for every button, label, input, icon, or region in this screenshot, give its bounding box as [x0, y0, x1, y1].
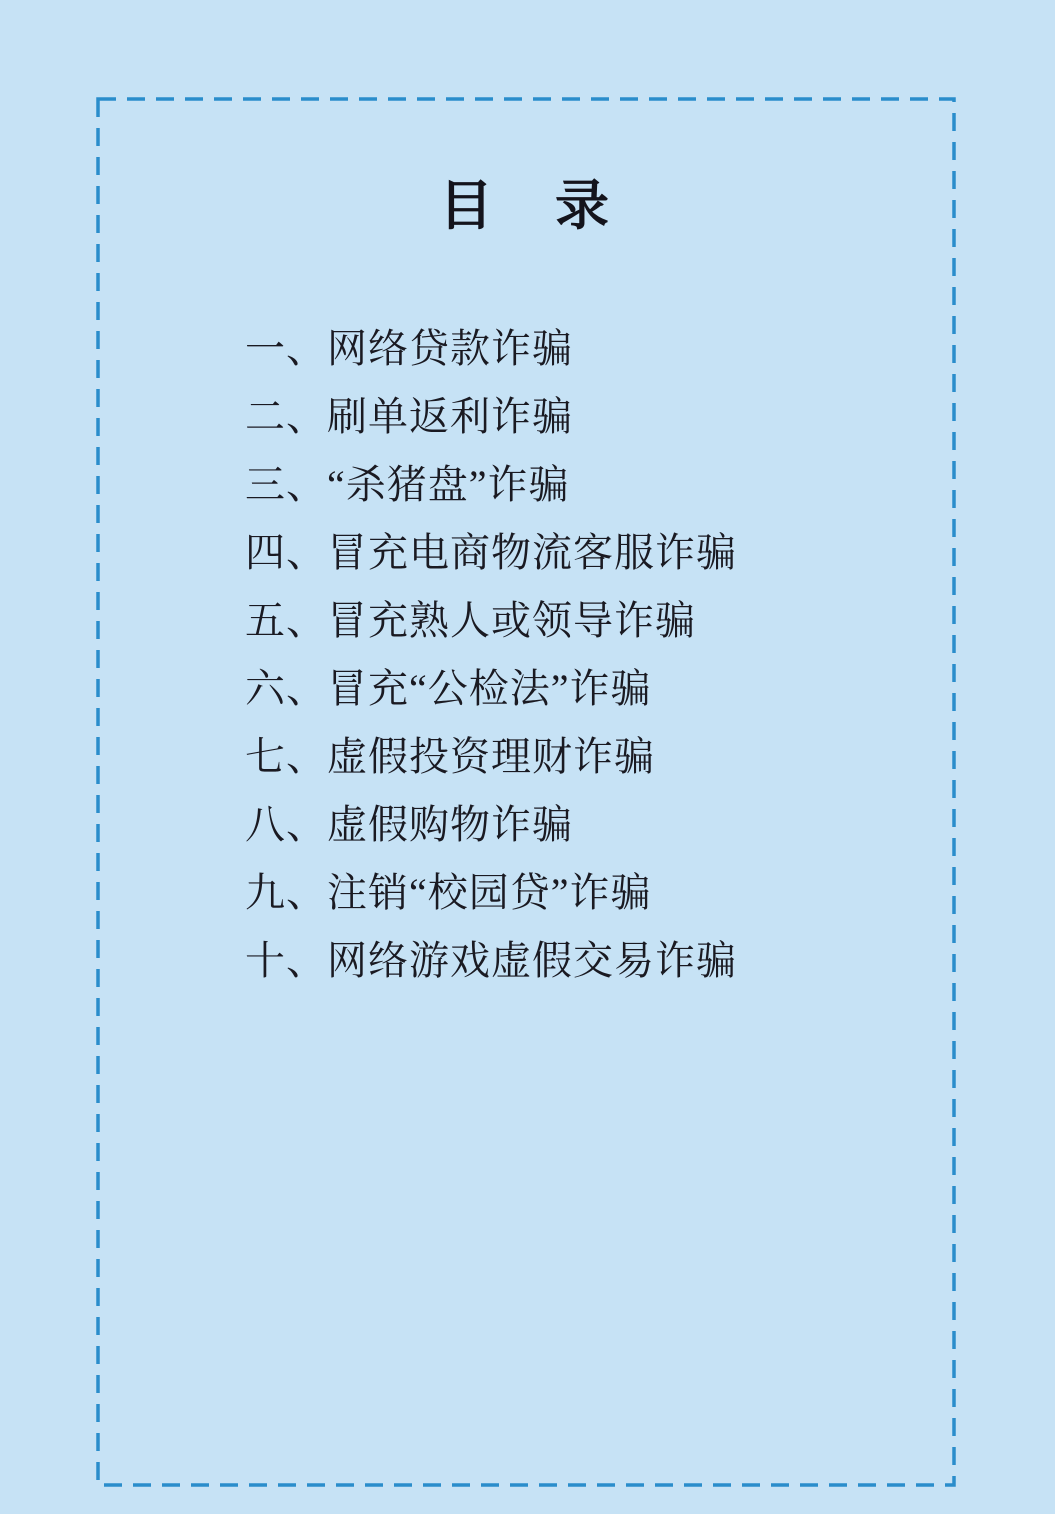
- toc-item-3: 三、“杀猪盘”诈骗: [245, 462, 570, 507]
- toc-item-4: 四、冒充电商物流客服诈骗: [245, 530, 737, 575]
- toc-item-2: 二、刷单返利诈骗: [245, 394, 573, 439]
- toc-list: [245, 315, 737, 995]
- toc-item-6: 六、冒充“公检法”诈骗: [245, 666, 652, 711]
- page-content: [96, 97, 956, 1487]
- toc-item-8: 八、虚假购物诈骗: [245, 802, 573, 847]
- toc-item-7: 七、虚假投资理财诈骗: [245, 734, 655, 779]
- toc-item-10: 十、网络游戏虚假交易诈骗: [245, 938, 737, 983]
- toc-item-1: 一、网络贷款诈骗: [245, 326, 573, 371]
- page-title: 目 录: [439, 176, 613, 236]
- toc-item-5: 五、冒充熟人或领导诈骗: [245, 598, 696, 643]
- toc-item-9: 九、注销“校园贷”诈骗: [245, 870, 652, 915]
